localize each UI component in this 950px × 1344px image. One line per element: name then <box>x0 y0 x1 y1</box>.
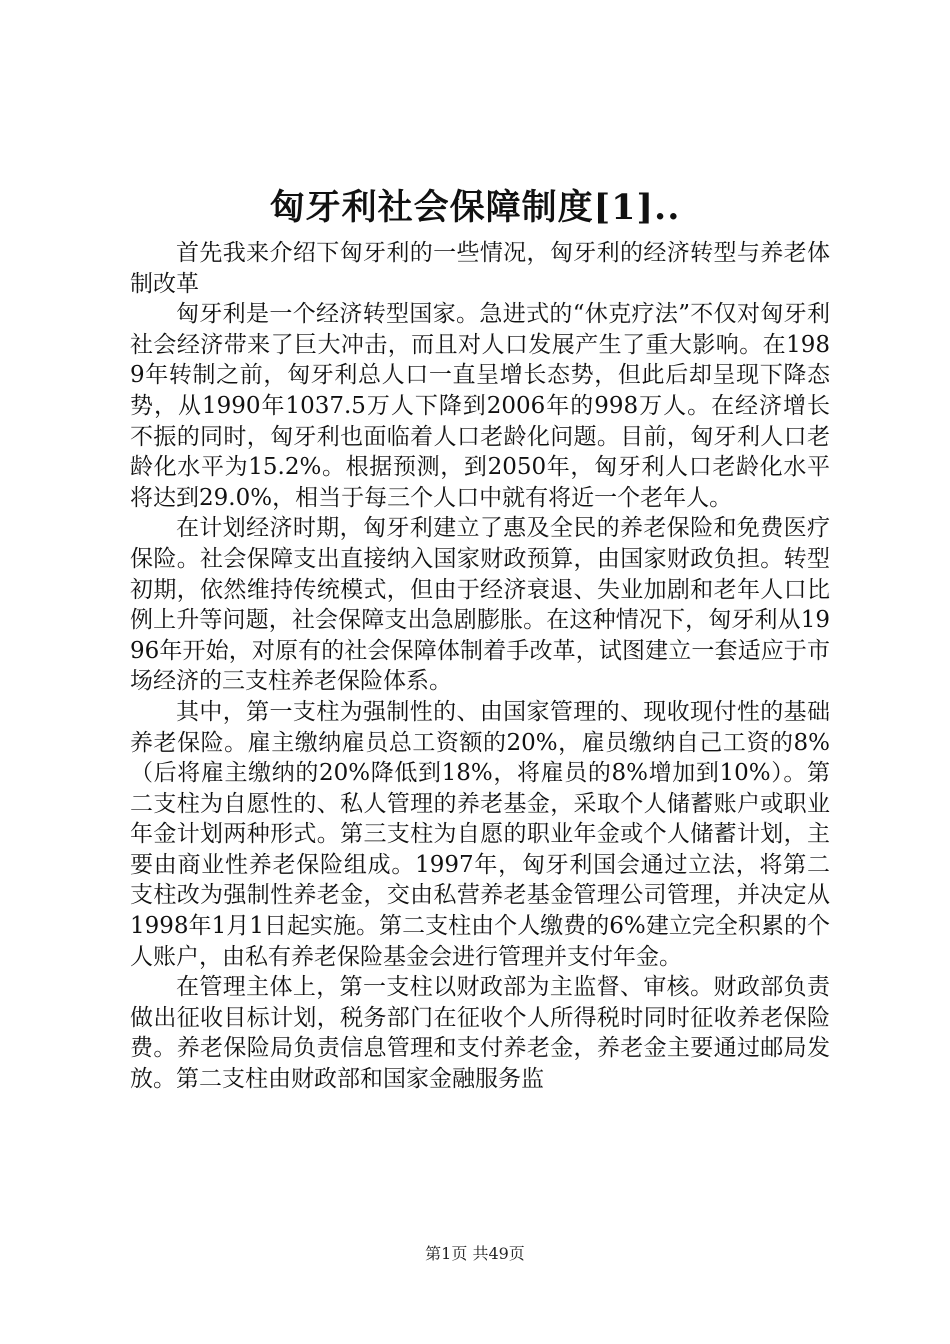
paragraph: 在计划经济时期，匈牙利建立了惠及全民的养老保险和免费医疗保险。社会保障支出直接纳入国家财政预算，由国家财政负担。转型初期，依然维持传统模式，但由于经济衰退、失业加剧和老年人口比例上升等问题，社会保障支出急剧膨胀。在这种情况下，匈牙利从1996年开始，对原有的社会保障体制着手改革，试图建立一套适应于市场经济的三支柱养老保险体系。 <box>130 515 830 695</box>
paragraph: 在管理主体上，第一支柱以财政部为主监督、审核。财政部负责做出征收目标计划，税务部门在征收个人所得税时同时征收养老保险费。养老保险局负责信息管理和支付养老金，养老金主要通过邮局发放。第二支柱由财政部和国家金融服务监 <box>130 974 830 1093</box>
document-body <box>130 238 830 1095</box>
paragraph: 匈牙利是一个经济转型国家。急进式的“休克疗法”不仅对匈牙利社会经济带来了巨大冲击，而且对人口发展产生了重大影响。在1989年转制之前，匈牙利总人口一直呈增长态势，但此后却呈现下降态势，从1990年1037.5万人下降到2006年的998万人。在经济增长不振的同时，匈牙利也面临着人口老龄化问题。目前，匈牙利人口老龄化水平为15.2%。根据预测，到2050年，匈牙利人口老龄化水平将达到29.0%，相当于每三个人口中就有将近一个老年人。 <box>130 301 830 511</box>
page-footer: 第1页 共49页 <box>425 1244 525 1263</box>
paragraph: 其中，第一支柱为强制性的、由国家管理的、现收现付性的基础养老保险。雇主缴纳雇员总工资额的20%，雇员缴纳自己工资的8%（后将雇主缴纳的20%降低到18%，将雇员的8%增加到10%）。第二支柱为自愿性的、私人管理的养老基金，采取个人储蓄账户或职业年金计划两种形式。第三支柱为自愿的职业年金或个人储蓄计划，主要由商业性养老保险组成。1997年，匈牙利国会通过立法，将第二支柱改为强制性养老金，交由私营养老基金管理公司管理，并决定从1998年1月1日起实施。第二支柱由个人缴费的6%建立完全积累的个人账户，由私有养老保险基金会进行管理并支付年金。 <box>130 698 830 970</box>
paragraph: 首先我来介绍下匈牙利的一些情况，匈牙利的经济转型与养老体制改革 <box>130 240 830 297</box>
document-title: 匈牙利社会保障制度[1].. <box>269 187 681 228</box>
